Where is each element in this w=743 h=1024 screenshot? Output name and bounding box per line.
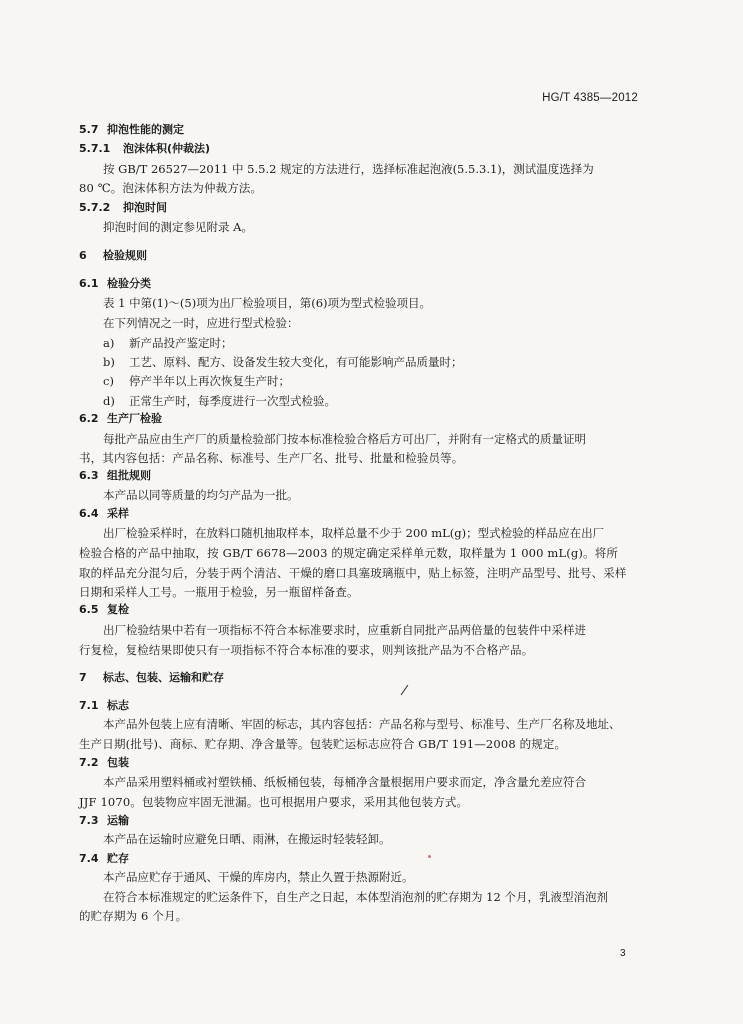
section-heading-7-3 <box>79 815 129 826</box>
section-number: 5.7 <box>79 123 99 136</box>
section-heading-5-7 <box>79 124 184 135</box>
section-heading-5-7-1 <box>79 143 210 154</box>
paragraph-line: 行复检，复检结果即使只有一项指标不符合本标准的要求，则判该批产品为不合格产品。 <box>79 643 534 657</box>
section-number: 7.4 <box>79 852 99 865</box>
paragraph-line: 表 1 中第(1)～(5)项为出厂检验项目，第(6)项为型式检验项目。 <box>103 296 431 310</box>
section-title: 运输 <box>107 814 129 827</box>
section-heading-6-1 <box>79 278 151 289</box>
list-text: 正常生产时，每季度进行一次型式检验。 <box>129 394 336 408</box>
paragraph-line: 本产品在运输时应避免日晒、雨淋，在搬运时轻装轻卸。 <box>103 832 391 846</box>
paragraph-line: 本产品外包装上应有清晰、牢固的标志，其内容包括：产品名称与型号、标准号、生产厂名称及地址、 <box>103 717 621 731</box>
standard-number: HG/T 4385—2012 <box>542 92 638 104</box>
section-heading-6-4 <box>79 508 129 519</box>
paragraph-line: 在符合本标准规定的贮运条件下，自生产之日起，本体型消泡剂的贮存期为 12 个月，乳液型消泡剂 <box>103 890 608 904</box>
paragraph-line: 取的样品充分混匀后，分装于两个清洁、干燥的磨口具塞玻璃瓶中，贴上标签，注明产品型号、批号、采样 <box>79 566 627 580</box>
section-title: 泡沫体积(仲裁法) <box>123 142 211 155</box>
paragraph-line: 本产品以同等质量的均匀产品为一批。 <box>103 488 299 502</box>
list-text: 工艺、原料、配方、设备发生较大变化，有可能影响产品质量时； <box>129 355 463 369</box>
section-number: 6.3 <box>79 469 99 482</box>
paragraph-line: 本产品应贮存于通风、干燥的库房内，禁止久置于热源附近。 <box>103 870 414 884</box>
paragraph-line: 生产日期(批号)、商标、贮存期、净含量等。包装贮运标志应符合 GB/T 191—2008 的规定。 <box>79 737 567 751</box>
paragraph-line: 日期和采样人工号。一瓶用于检验，另一瓶留样备查。 <box>79 585 359 599</box>
section-number: 7 <box>79 671 87 684</box>
page-number: 3 <box>620 948 626 959</box>
paragraph-line: 出厂检验采样时，在放料口随机抽取样本，取样总量不少于 200 mL(g)；型式检验的样品应在出厂 <box>103 526 605 540</box>
section-number: 7.3 <box>79 814 99 827</box>
paragraph-line: JJF 1070。包装物应牢固无泄漏。也可根据用户要求，采用其他包装方式。 <box>79 795 469 809</box>
paragraph-line: 的贮存期为 6 个月。 <box>79 909 188 923</box>
section-title: 采样 <box>107 507 129 520</box>
section-number: 7.1 <box>79 699 99 712</box>
section-number: 6.5 <box>79 603 99 616</box>
list-marker: a) <box>103 336 115 350</box>
section-heading-7-2 <box>79 757 129 768</box>
section-title: 抑泡时间 <box>123 201 167 214</box>
section-heading-6 <box>79 250 147 261</box>
section-number: 5.7.1 <box>79 142 111 155</box>
section-heading-6-5 <box>79 604 129 615</box>
paragraph-line: 80 ℃。泡沫体积方法为仲裁方法。 <box>79 181 263 195</box>
paragraph-line: 每批产品应由生产厂的质量检验部门按本标准检验合格后方可出厂，并附有一定格式的质量证明 <box>103 432 586 446</box>
pen-mark <box>401 685 409 695</box>
paragraph-line: 出厂检验结果中若有一项指标不符合本标准要求时，应重新自同批产品两倍量的包装件中采样进 <box>103 623 586 637</box>
section-number: 6.1 <box>79 277 99 290</box>
section-number: 5.7.2 <box>79 201 111 214</box>
ink-spot <box>428 855 431 858</box>
section-title: 复检 <box>107 603 129 616</box>
list-item <box>103 376 290 388</box>
paragraph-line: 检验合格的产品中抽取，按 GB/T 6678—2003 的规定确定采样单元数，取样量为 1 000 mL(g)。将所 <box>79 546 618 560</box>
section-title: 包装 <box>107 756 129 769</box>
list-item <box>103 396 336 408</box>
list-text: 停产半年以上再次恢复生产时； <box>129 374 290 388</box>
paragraph-line: 抑泡时间的测定参见附录 A。 <box>103 220 253 234</box>
section-number: 6 <box>79 249 87 262</box>
list-item <box>103 338 233 350</box>
section-number: 7.2 <box>79 756 99 769</box>
section-title: 标志 <box>107 699 129 712</box>
section-title: 生产厂检验 <box>107 412 162 425</box>
section-title: 标志、包装、运输和贮存 <box>103 671 224 684</box>
section-title: 检验规则 <box>103 249 147 262</box>
paragraph-line: 书，其内容包括：产品名称、标准号、生产厂名、批号、批量和检验员等。 <box>79 451 464 465</box>
section-title: 组批规则 <box>107 469 151 482</box>
section-heading-6-3 <box>79 470 151 481</box>
list-text: 新产品投产鉴定时； <box>129 336 233 350</box>
section-heading-5-7-2 <box>79 202 167 213</box>
section-heading-6-2 <box>79 413 162 424</box>
list-marker: c) <box>103 374 114 388</box>
section-title: 贮存 <box>107 852 129 865</box>
list-item <box>103 357 463 369</box>
list-marker: d) <box>103 394 115 408</box>
section-heading-7 <box>79 672 224 683</box>
section-number: 6.4 <box>79 507 99 520</box>
section-title: 检验分类 <box>107 277 151 290</box>
paragraph-line: 本产品采用塑料桶或衬塑铁桶、纸板桶包装，每桶净含量根据用户要求而定，净含量允差应符合 <box>103 775 586 789</box>
list-marker: b) <box>103 355 115 369</box>
paragraph-line: 在下列情况之一时，应进行型式检验： <box>103 316 299 330</box>
paragraph-line: 按 GB/T 26527—2011 中 5.5.2 规定的方法进行，选择标准起泡液(5.5.3.1)，测试温度选择为 <box>103 162 594 176</box>
section-heading-7-4 <box>79 853 129 864</box>
section-number: 6.2 <box>79 412 99 425</box>
section-heading-7-1 <box>79 700 129 711</box>
section-title: 抑泡性能的测定 <box>107 123 184 136</box>
